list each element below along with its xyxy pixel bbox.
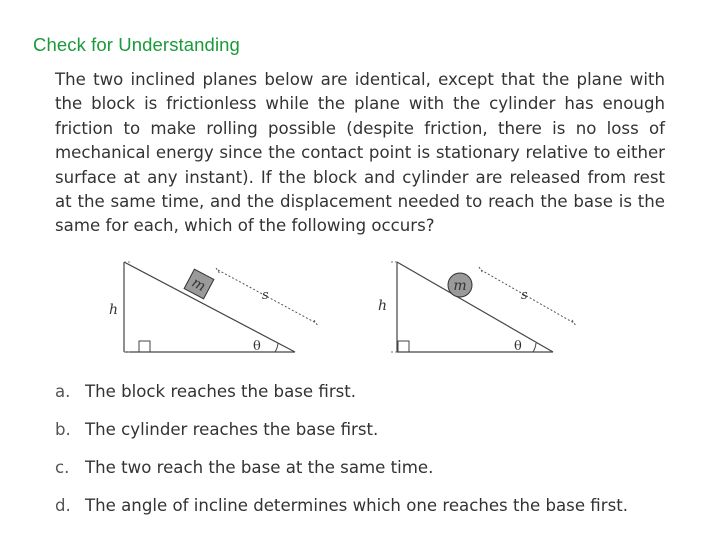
option-text: The cylinder reaches the base first. — [85, 420, 379, 439]
option-text: The two reach the base at the same time. — [85, 458, 434, 477]
incline-triangle — [124, 262, 295, 352]
option-letter: d. — [55, 496, 71, 515]
option-text: The angle of incline determines which one reaches the base first. — [85, 496, 629, 515]
right-angle-marker — [398, 341, 409, 352]
cylinder-mass — [448, 273, 472, 297]
option-letter: b. — [55, 420, 71, 439]
height-label: h — [378, 298, 388, 314]
question-text: The two inclined planes below are identical, except that the plane with the block is frictionless while the plane with the cylinder has enough friction to make rolling possible (despite friction, there is no loss of mechanical energy since the contact point is stationary relative to either surface at any instant). If the block and cylinder are released from rest at the same time, and the displacement needed to reach the base is the same for each, which of the following occurs? — [55, 70, 665, 236]
angle-arc — [275, 343, 278, 352]
option-d[interactable] — [55, 494, 628, 532]
height-dashed-marker — [391, 262, 397, 352]
incline-triangle — [397, 262, 553, 352]
angle-label: θ — [514, 339, 522, 354]
angle-label: θ — [253, 339, 261, 354]
option-text: The block reaches the base first. — [85, 382, 357, 401]
cylinder-mass-label: m — [453, 278, 467, 294]
slide-title: Check for Understanding — [33, 34, 240, 55]
option-c[interactable] — [55, 456, 628, 494]
option-letter: a. — [55, 382, 71, 401]
option-letter: c. — [55, 458, 70, 477]
distance-label: s — [521, 288, 528, 303]
option-b[interactable] — [55, 418, 628, 456]
height-label: h — [109, 302, 119, 318]
block-incline-figure — [110, 252, 360, 362]
block-mass — [184, 269, 214, 299]
angle-arc — [533, 343, 536, 352]
height-dashed-marker — [124, 262, 130, 352]
option-a[interactable] — [55, 380, 628, 418]
distance-label: s — [262, 288, 269, 303]
answer-options — [55, 380, 628, 532]
right-angle-marker — [139, 341, 150, 352]
cylinder-incline-figure — [368, 252, 618, 362]
block-mass-label: m — [188, 274, 209, 296]
